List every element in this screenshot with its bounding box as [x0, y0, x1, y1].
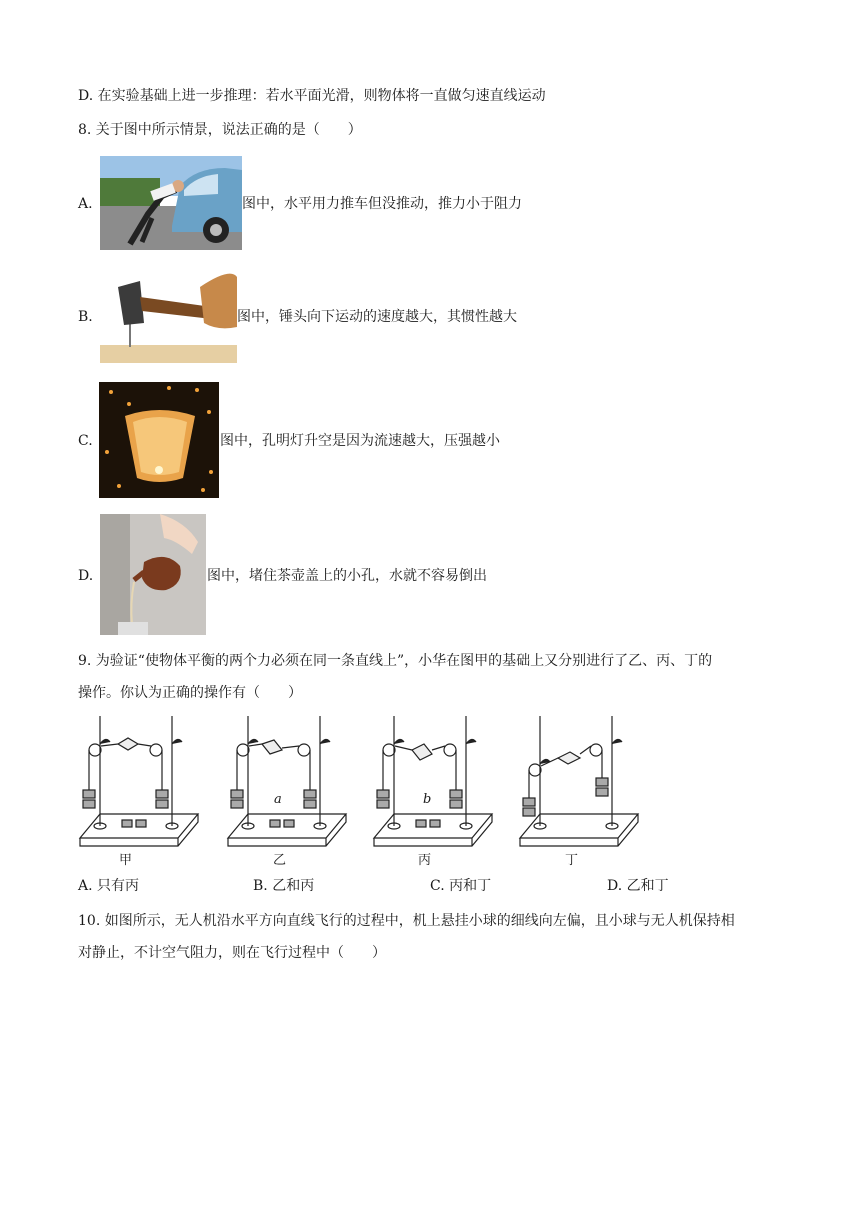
- q8-option-b-text: 图中，锤头向下运动的速度越大，其惯性越大: [237, 309, 517, 325]
- car-pushing-photo: [100, 156, 242, 250]
- figure-jia-apparatus: [78, 714, 200, 850]
- figure-ding-apparatus: [518, 714, 640, 850]
- q8-stem: 8. 关于图中所示情景，说法正确的是（ ）: [78, 122, 362, 138]
- sky-lantern-photo: [99, 382, 219, 498]
- q8-option-c-letter: C.: [78, 433, 93, 449]
- q9-option-a: A. 只有丙: [78, 878, 140, 894]
- q8-option-b-letter: B.: [78, 309, 93, 325]
- figure-jia-caption: 甲: [119, 853, 133, 868]
- q8-option-a-text: 图中，水平用力推车但没推动，推力小于阻力: [242, 196, 522, 212]
- figure-ding-caption: 丁: [565, 853, 579, 868]
- q9-option-c: C. 丙和丁: [430, 878, 492, 894]
- figure-yi-letter: a: [274, 792, 282, 807]
- figure-bing-apparatus: [372, 714, 494, 850]
- q8-option-a-letter: A.: [78, 196, 93, 212]
- figure-bing-letter: b: [423, 792, 432, 807]
- q8-option-d-letter: D.: [78, 568, 94, 584]
- q9-option-d: D. 乙和丁: [607, 878, 669, 894]
- q9-stem-line1: 9. 为验证“使物体平衡的两个力必须在同一条直线上”，小华在图甲的基础上又分别进行了乙、丙、丁的: [78, 653, 713, 669]
- q8-option-c-text: 图中，孔明灯升空是因为流速越大，压强越小: [220, 433, 500, 449]
- figure-yi-caption: 乙: [273, 853, 287, 868]
- teapot-pouring-photo: [100, 514, 206, 635]
- figure-bing-caption: 丙: [418, 853, 432, 868]
- q9-option-b: B. 乙和丙: [253, 878, 315, 894]
- hammer-nail-photo: [100, 267, 237, 363]
- q7-option-d: D. 在实验基础上进一步推理：若水平面光滑，则物体将一直做匀速直线运动: [78, 88, 546, 104]
- q9-stem-line2: 操作。你认为正确的操作有（ ）: [78, 685, 302, 701]
- q8-option-d-text: 图中，堵住茶壶盖上的小孔，水就不容易倒出: [207, 568, 487, 584]
- q10-stem-line1: 10. 如图所示，无人机沿水平方向直线飞行的过程中，机上悬挂小球的细线向左偏，且小球与无人机保持相: [78, 913, 735, 929]
- figure-yi-apparatus: [226, 714, 348, 850]
- q10-stem-line2: 对静止，不计空气阻力，则在飞行过程中（ ）: [78, 945, 386, 961]
